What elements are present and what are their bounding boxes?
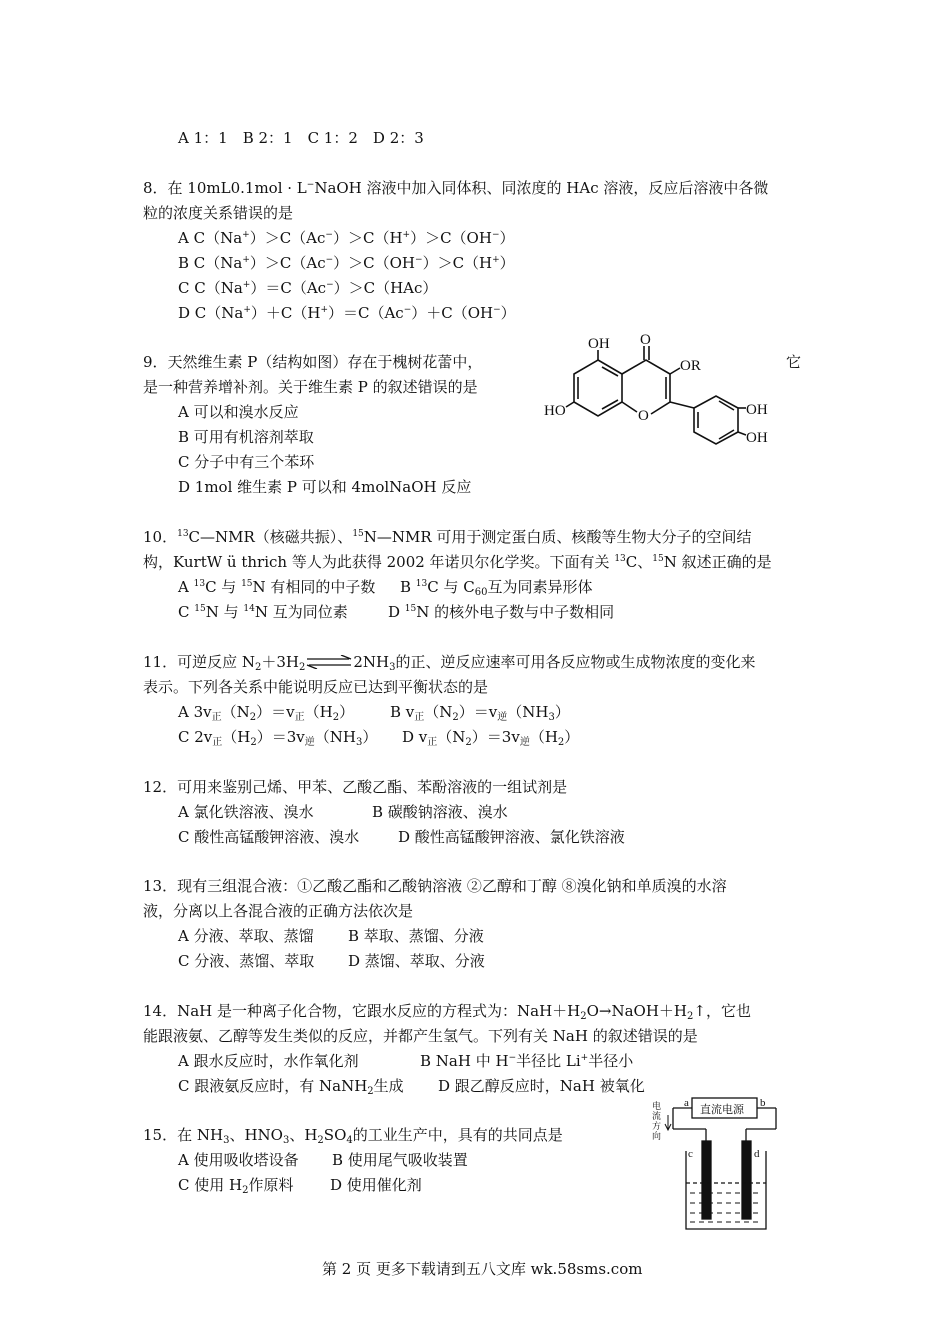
q10-option-b: B $^{13}$C 与 $C_{60}$互为同素异形体 (400, 578, 593, 598)
q10-stem-line1: 10．$^{13}$C—NMR（核磁共振）、$^{15}$N—NMR 可用于测定蛋白质、核酸等生物大分子的空间结 (143, 528, 752, 546)
q14-option-a: A 跟水反应时，水作氧化剂 (178, 1052, 359, 1070)
q14-stem-line1: 14．NaH 是一种离子化合物，它跟水反应的方程式为：$NaH+H_2O\to NaOH+H_2↑$，它也 (143, 1002, 751, 1022)
electrode-c (702, 1141, 711, 1219)
electrolytic-cell-figure (648, 1093, 783, 1233)
q15-option-b: B 使用尾气吸收装置 (332, 1151, 468, 1169)
q13-option-d: D 蒸馏、萃取、分液 (348, 952, 485, 970)
q11-stem-line1: 11．可逆反应 $N_2+3H_2$ $2NH_3$的正、逆反应速率可用各反应物或生成物浓度的变化来 (143, 653, 756, 673)
phenyl-link-bond (670, 402, 694, 408)
benzene-ring-b (694, 396, 738, 444)
q10-option-d: D $^{15}$N 的核外电子数与中子数相同 (388, 603, 615, 621)
q11-option-a: A $3v_正(N_2)=v_正(H_2)$ (178, 703, 355, 723)
q12-stem: 12．可用来鉴别己烯、甲苯、乙酸乙酯、苯酚溶液的一组试剂是 (143, 778, 568, 796)
mol-label-or: OR (680, 358, 701, 374)
ho-bond (566, 402, 574, 407)
q8-stem-line1: 8．在 10mL0.1mol · L−NaOH 溶液中加入同体积、同浓度的 HAc 溶液，反应后溶液中各微 (143, 179, 769, 197)
q13-option-a: A 分液、萃取、蒸馏 (178, 927, 314, 945)
q9-stem-line1-end: 它 (786, 353, 802, 371)
q8-option-d: D C（Na+）＋C（H+）＝C（Ac−）＋C（OH−） (178, 304, 516, 322)
current-direction-label: 向 (652, 1131, 662, 1141)
q8-option-c: C C（Na+）＝C（Ac−）＞C（HAc） (178, 279, 438, 297)
vitamin-p-structure-figure (540, 330, 780, 460)
beaker (686, 1151, 766, 1229)
q9-stem-line1: 9．天然维生素 P（结构如图）存在于槐树花蕾中， (143, 353, 483, 371)
q8-stem-line2: 粒的浓度关系错误的是 (143, 204, 294, 222)
q13-option-b: B 萃取、蒸馏、分液 (348, 927, 484, 945)
current-direction-label: 方 (652, 1121, 662, 1131)
q10-stem-line2: 构，KurtW ü thrich 等人为此获得 2002 年诺贝尔化学奖。下面有关 $^{13}$C、$^{15}$N 叙述正确的是 (143, 553, 772, 571)
current-direction-label: 流 (652, 1111, 662, 1121)
q14-option-d: D 跟乙醇反应时，NaH 被氧化 (438, 1077, 645, 1095)
q14-option-b: B NaH 中 H−半径比 Li+半径小 (420, 1052, 634, 1070)
q9-option-d: D 1mol 维生素 P 可以和 4molNaOH 反应 (178, 478, 472, 496)
terminal-b-label: b (760, 1097, 766, 1109)
q14-stem-line2: 能跟液氨、乙醇等发生类似的反应，并都产生氢气。下列有关 NaH 的叙述错误的是 (143, 1027, 698, 1045)
q9-option-a: A 可以和溴水反应 (178, 403, 299, 421)
mol-label-oh-right-2: OH (746, 430, 768, 446)
or-bond (670, 368, 680, 374)
q11-option-c: C $2v_正(H_2)=3v_逆(NH_3)$ (178, 728, 378, 748)
electrode-d-label: d (754, 1148, 760, 1160)
q8-option-a: A C（Na+）＞C（Ac−）＞C（H+）＞C（OH−） (178, 229, 515, 247)
q15-option-a: A 使用吸收塔设备 (178, 1151, 299, 1169)
q10-option-c: C $^{15}$N 与 $^{14}$N 互为同位素 (178, 603, 348, 621)
q13-stem-line2: 液，分离以上各混合液的正确方法依次是 (143, 902, 414, 920)
q12-option-c: C 酸性高锰酸钾溶液、溴水 (178, 828, 360, 846)
q11-option-d: D $v_正(N_2)=3v_逆(H_2)$ (402, 728, 580, 748)
q15-option-d: D 使用催化剂 (330, 1176, 422, 1194)
mol-label-oh-top: OH (588, 336, 610, 352)
electrode-d (742, 1141, 751, 1219)
q13-option-c: C 分液、蒸馏、萃取 (178, 952, 315, 970)
q11-stem-line2: 表示。下列各关系中能说明反应已达到平衡状态的是 (143, 678, 489, 696)
ring-a-double-bond (602, 367, 618, 376)
q9-option-c: C 分子中有三个苯环 (178, 453, 315, 471)
equilibrium-arrow-icon (305, 655, 353, 669)
benzene-ring-a (574, 360, 622, 416)
q10-option-a: A $^{13}$C 与 $^{15}$N 有相同的中子数 (178, 578, 376, 596)
pyranone-ring (622, 402, 637, 412)
q13-stem-line1: 13．现有三组混合液：①乙酸乙酯和乙酸钠溶液 ②乙醇和丁醇 ⑧溴化钠和单质溴的水溶 (143, 877, 727, 895)
q14-option-c: C 跟液氨反应时，有 NaNH$_2$生成 (178, 1077, 404, 1097)
electrode-c-label: c (688, 1148, 693, 1160)
q12-option-d: D 酸性高锰酸钾溶液、氯化铁溶液 (398, 828, 625, 846)
page-footer: 第 2 页 更多下载请到五八文库 wk.58sms.com (322, 1260, 643, 1278)
q9-option-b: B 可用有机溶剂萃取 (178, 428, 314, 446)
oh-bond (738, 432, 746, 435)
q12-option-a: A 氯化铁溶液、溴水 (178, 803, 314, 821)
mol-label-ho-left: HO (544, 403, 566, 419)
power-label: 直流电源 (700, 1104, 744, 1116)
q15-stem: 15．在 $NH_3$、$HNO_3$、$H_2SO_4$的工业生产中，具有的共同点是 (143, 1126, 563, 1146)
ring-a-double-bond (602, 400, 618, 409)
mol-label-oh-right-1: OH (746, 402, 768, 418)
q8-option-b: B C（Na+）＞C（Ac−）＞C（OH−）＞C（H+） (178, 254, 515, 272)
mol-label-ring-o: O (638, 408, 649, 424)
q11-option-b: B $v_正(N_2)=v_逆(NH_3)$ (390, 703, 570, 723)
q9-stem-line2: 是一种营养增补剂。关于维生素 P 的叙述错误的是 (143, 378, 478, 396)
mol-label-carbonyl-o: O (640, 332, 651, 348)
terminal-a-label: a (684, 1097, 689, 1109)
current-direction-label: 电 (652, 1101, 662, 1111)
q12-option-b: B 碳酸钠溶液、溴水 (372, 803, 508, 821)
q15-option-c: C 使用 $H_2$作原料 (178, 1176, 294, 1196)
q7-options: A 1：1 B 2：1 C 1：2 D 2：3 (178, 129, 424, 147)
